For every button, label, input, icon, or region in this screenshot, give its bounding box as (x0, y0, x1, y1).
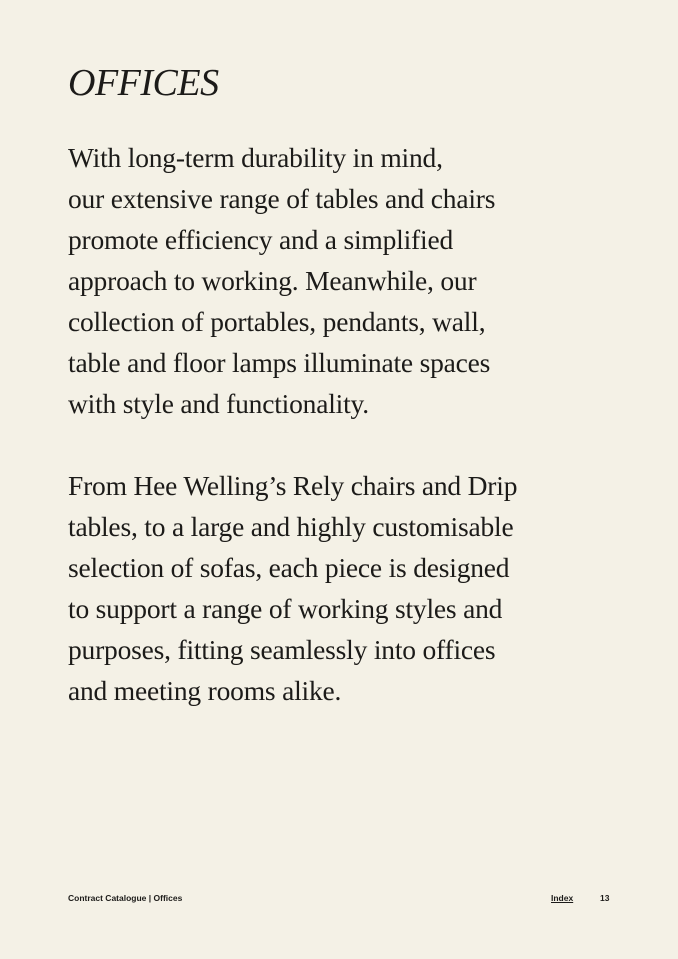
paragraph-line: and meeting rooms alike. (68, 675, 342, 706)
paragraph-line: tables, to a large and highly customisable (68, 511, 514, 542)
paragraph-spacer (68, 424, 628, 465)
paragraph-line: with style and functionality. (68, 388, 369, 419)
body-text (68, 137, 628, 711)
paragraph-1 (68, 137, 628, 424)
paragraph-2 (68, 465, 628, 711)
paragraph-line: With long-term durability in mind, (68, 142, 443, 173)
footer-breadcrumb: Contract Catalogue | Offices (68, 893, 183, 903)
paragraph-line: From Hee Welling’s Rely chairs and Drip (68, 470, 518, 501)
paragraph-line: our extensive range of tables and chairs (68, 183, 496, 214)
paragraph-line: collection of portables, pendants, wall, (68, 306, 486, 337)
paragraph-line: table and floor lamps illuminate spaces (68, 347, 491, 378)
page-number: 13 (600, 893, 610, 903)
paragraph-line: purposes, fitting seamlessly into offices (68, 634, 496, 665)
paragraph-line: selection of sofas, each piece is designed (68, 552, 510, 583)
paragraph-line: to support a range of working styles and (68, 593, 503, 624)
paragraph-line: approach to working. Meanwhile, our (68, 265, 477, 296)
paragraph-line: promote efficiency and a simplified (68, 224, 453, 255)
page-title: OFFICES (68, 62, 219, 104)
index-link[interactable]: Index (551, 893, 574, 903)
